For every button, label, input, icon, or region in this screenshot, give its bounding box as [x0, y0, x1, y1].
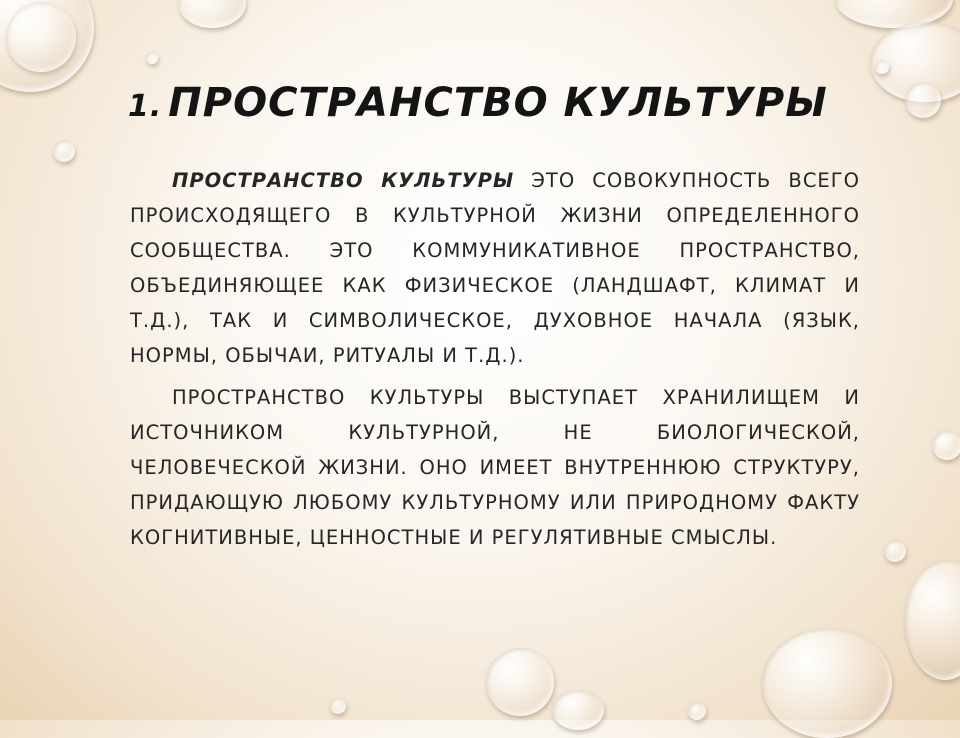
definition-term: ПРОСТРАНСТВО КУЛЬТУРЫ: [172, 169, 515, 192]
slide-body: [130, 163, 860, 555]
water-drop-decoration: [905, 82, 941, 118]
water-drop-decoration: [486, 648, 554, 716]
slide-title-text: ПРОСТРАНСТВО КУЛЬТУРЫ: [168, 80, 828, 126]
water-drop-decoration: [932, 430, 960, 460]
water-drop-decoration: [905, 560, 960, 680]
water-drop-decoration: [688, 702, 706, 720]
slide-title: [128, 80, 908, 126]
water-drop-decoration: [875, 60, 889, 74]
water-drop-decoration: [53, 140, 75, 162]
water-drop-decoration: [330, 698, 346, 714]
paragraph-function: ПРОСТРАНСТВО КУЛЬТУРЫ ВЫСТУПАЕТ ХРАНИЛИЩЕМ И ИСТОЧНИКОМ КУЛЬТУРНОЙ, НЕ БИОЛОГИЧЕСКОЙ, ЧЕЛОВЕЧЕСКОЙ ЖИЗНИ. ОНО ИМЕЕТ ВНУТРЕННЮЮ СТРУКТУРУ, ПРИДАЮЩУЮ ЛЮБОМУ КУЛЬТУРНОМУ ИЛИ ПРИРОДНОМУ ФАКТУ КОГНИТИВНЫЕ, ЦЕННОСТНЫЕ И РЕГУЛЯТИВНЫЕ СМЫСЛЫ.: [130, 386, 860, 549]
water-drop-decoration: [552, 690, 604, 730]
water-drop-decoration: [146, 52, 158, 64]
paragraph-definition: [130, 163, 860, 373]
water-drop-decoration: [178, 0, 246, 28]
slide-title-number: 1.: [128, 89, 163, 124]
water-drop-decoration: [762, 628, 892, 738]
definition-text: ЭТО СОВОКУПНОСТЬ ВСЕГО ПРОИСХОДЯЩЕГО В КУЛЬТУРНОЙ ЖИЗНИ ОПРЕДЕЛЕННОГО СООБЩЕСТВА. ЭТО КОММУНИКАТИВНОЕ ПРОСТРАНСТВО, ОБЪЕДИНЯЮЩЕЕ КАК ФИЗИЧЕСКОЕ (ЛАНДШАФТ, КЛИМАТ И Т.Д.), ТАК И СИМВОЛИЧЕСКОЕ, ДУХОВНОЕ НАЧАЛА (ЯЗЫК, НОРМЫ, ОБЫЧАИ, РИТУАЛЫ И Т.Д.).: [130, 169, 860, 367]
water-drop-decoration: [6, 2, 76, 72]
water-drop-decoration: [884, 540, 906, 562]
